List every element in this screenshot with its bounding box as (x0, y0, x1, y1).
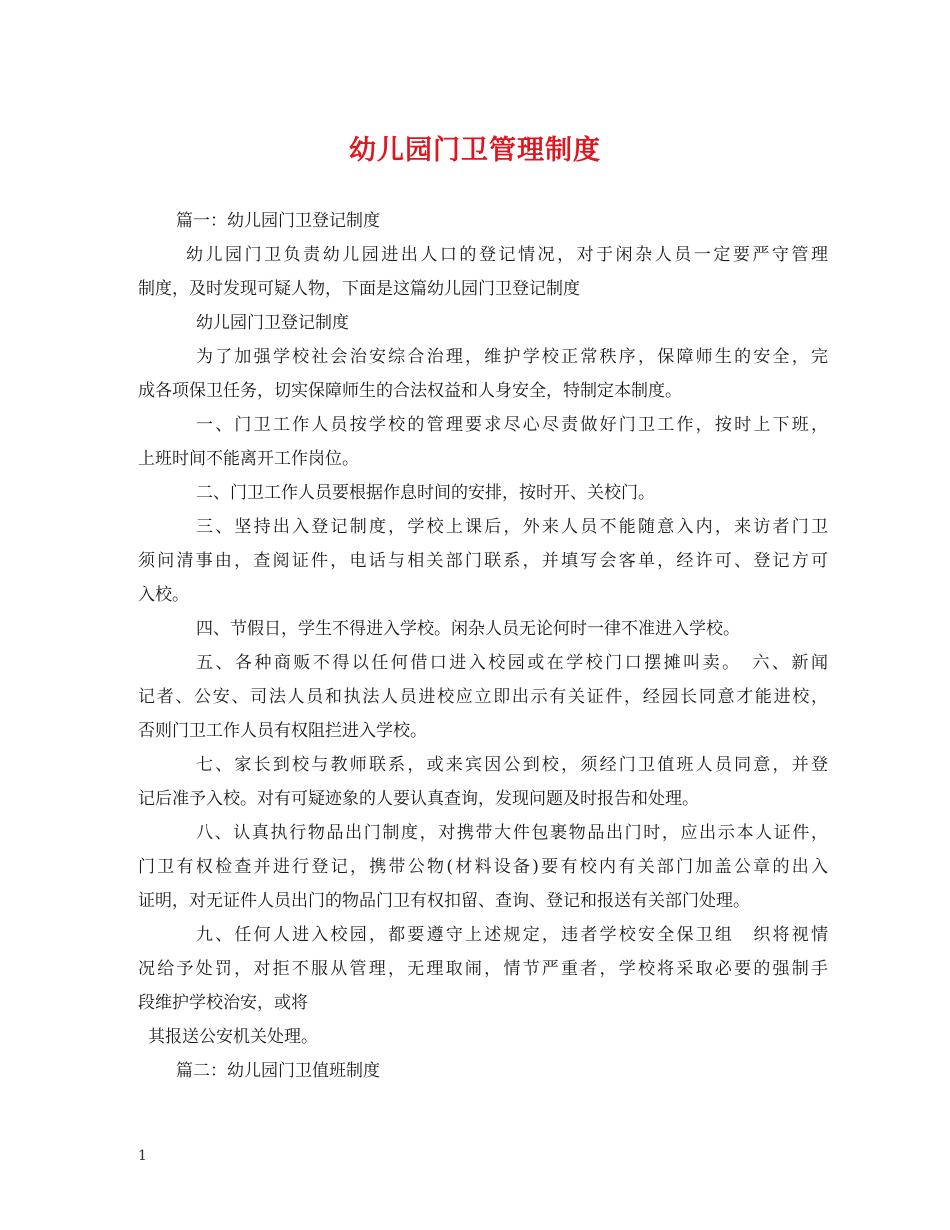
paragraph-line: 幼儿园门卫登记制度 (196, 313, 349, 333)
paragraph-line: 九、任何人进入校园，都要遵守上述规定，违者学校安全保卫组 织将视情 (196, 925, 828, 945)
paragraph-line: 上班时间不能离开工作岗位。 (138, 449, 359, 469)
paragraph-line: 三、坚持出入登记制度，学校上课后，外来人员不能随意入内，来访者门卫 (196, 517, 828, 537)
paragraph-line: 其报送公安机关处理。 (148, 1027, 318, 1047)
paragraph-line: 证明，对无证件人员出门的物品门卫有权扣留、查询、登记和报送有关部门处理。 (138, 891, 750, 911)
paragraph-line: 八、认真执行物品出门制度，对携带大件包裹物品出门时，应出示本人证件， (196, 823, 828, 843)
document-title: 幼儿园门卫管理制度 (349, 135, 601, 166)
paragraph-line: 一、门卫工作人员按学校的管理要求尽心尽责做好门卫工作，按时上下班， (196, 415, 828, 435)
paragraph-line: 二、门卫工作人员要根据作息时间的安排，按时开、关校门。 (196, 483, 655, 503)
paragraph-line: 四、节假日，学生不得进入学校。闲杂人员无论何时一律不准进入学校。 (196, 619, 740, 639)
paragraph-line: 记者、公安、司法人员和执法人员进校应立即出示有关证件，经园长同意才能进校， (138, 687, 828, 707)
paragraph-line: 段维护学校治安，或将 (138, 993, 308, 1013)
paragraph-line: 况给予处罚，对拒不服从管理，无理取闹，情节严重者，学校将采取必要的强制手 (138, 959, 828, 979)
paragraph-line: 幼儿园门卫负责幼儿园进出人口的登记情况，对于闲杂人员一定要严守管理 (186, 245, 828, 265)
paragraph-line: 篇二：幼儿园门卫值班制度 (176, 1061, 380, 1081)
document-body (138, 204, 828, 1088)
paragraph-line: 门卫有权检查并进行登记，携带公物(材料设备)要有校内有关部门加盖公章的出入 (138, 857, 828, 877)
paragraph-line: 记后准予入校。对有可疑迹象的人要认真查询，发现问题及时报告和处理。 (138, 789, 699, 809)
paragraph-line: 七、家长到校与教师联系，或来宾因公到校，须经门卫值班人员同意，并登 (196, 755, 828, 775)
paragraph-line: 为了加强学校社会治安综合治理，维护学校正常秩序，保障师生的安全，完 (196, 347, 828, 367)
paragraph-line: 须问清事由，查阅证件，电话与相关部门联系，并填写会客单，经许可、登记方可 (138, 551, 828, 571)
page-number: 1 (138, 1148, 147, 1164)
paragraph-line: 成各项保卫任务，切实保障师生的合法权益和人身安全，特制定本制度。 (138, 381, 682, 401)
paragraph-line: 五、各种商贩不得以任何借口进入校园或在学校门口摆摊叫卖。 六、新闻 (196, 653, 828, 673)
paragraph-line: 入校。 (138, 585, 189, 605)
paragraph-line: 否则门卫工作人员有权阻拦进入学校。 (138, 721, 427, 741)
paragraph-line: 制度，及时发现可疑人物，下面是这篇幼儿园门卫登记制度 (138, 279, 580, 299)
paragraph-line: 篇一：幼儿园门卫登记制度 (176, 211, 380, 231)
